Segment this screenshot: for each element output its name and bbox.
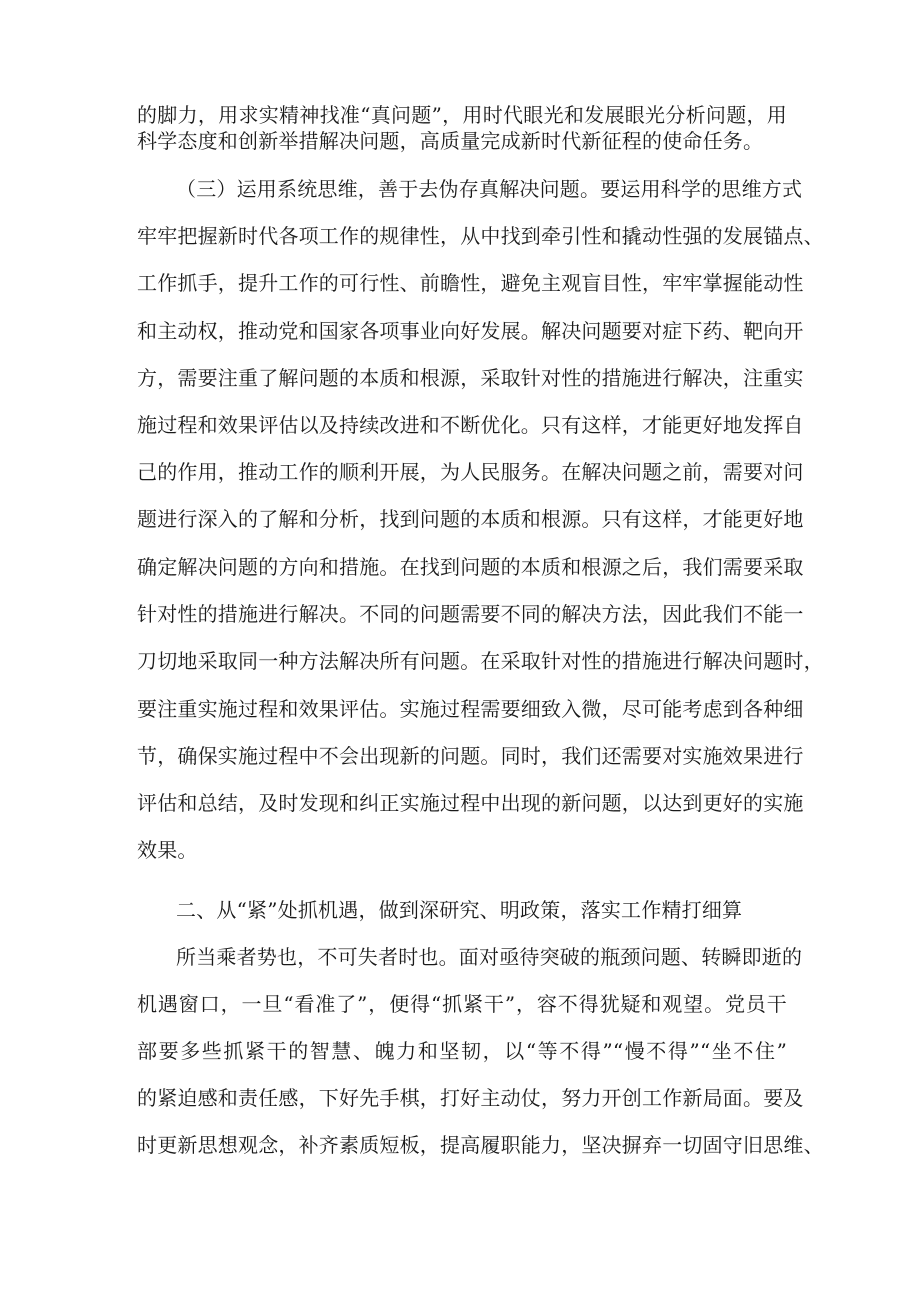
text-line: 部要多些抓紧干的智慧、魄力和坚韧，以“等不得”“慢不得”“坐不住”	[137, 1039, 787, 1063]
text-line: 科学态度和创新举措解决问题，高质量完成新时代新征程的使命任务。	[137, 129, 764, 153]
text-line: 方，需要注重了解问题的本质和根源，采取针对性的措施进行解决，注重实	[137, 366, 804, 390]
text-line: 确定解决问题的方向和措施。在找到问题的本质和根源之后，我们需要采取	[137, 555, 804, 579]
text-line: 工作抓手，提升工作的可行性、前瞻性，避免主观盲目性，牢牢掌握能动性	[137, 271, 804, 295]
text-line: 针对性的措施进行解决。不同的问题需要不同的解决方法，因此我们不能一	[137, 602, 804, 626]
text-line: 施过程和效果评估以及持续改进和不断优化。只有这样，才能更好地发挥自	[137, 413, 804, 437]
text-line: 机遇窗口，一旦“看准了”，便得“抓紧干”，容不得犹疑和观望。党员干	[137, 992, 787, 1016]
text-line: 效果。	[137, 838, 198, 862]
text-line: 评估和总结，及时发现和纠正实施过程中出现的新问题，以达到更好的实施	[137, 791, 804, 815]
text-line: 二、从“紧”处抓机遇，做到深研究、明政策，落实工作精打细算	[176, 898, 743, 922]
text-line: 牢牢把握新时代各项工作的规律性，从中找到牵引性和撬动性强的发展锚点、	[137, 224, 824, 248]
text-line: 己的作用，推动工作的顺利开展，为人民服务。在解决问题之前，需要对问	[137, 460, 804, 484]
text-line: 的脚力，用求实精神找准“真问题”，用时代眼光和发展眼光分析问题，用	[137, 103, 787, 127]
text-line: 题进行深入的了解和分析，找到问题的本质和根源。只有这样，才能更好地	[137, 507, 804, 531]
text-line: 的紧迫感和责任感，下好先手棋，打好主动仗，努力开创工作新局面。要及	[137, 1086, 804, 1110]
text-line: 要注重实施过程和效果评估。实施过程需要细致入微，尽可能考虑到各种细	[137, 697, 804, 721]
text-line: 和主动权，推动党和国家各项事业向好发展。解决问题要对症下药、靶向开	[137, 319, 804, 343]
text-line: 时更新思想观念，补齐素质短板，提高履职能力，坚决摒弃一切固守旧思维、	[137, 1133, 824, 1157]
text-line: 所当乘者势也，不可失者时也。面对亟待突破的瓶颈问题、转瞬即逝的	[176, 945, 803, 969]
text-line: （三）运用系统思维，善于去伪存真解决问题。要运用科学的思维方式	[176, 177, 803, 201]
text-line: 节，确保实施过程中不会出现新的问题。同时，我们还需要对实施效果进行	[137, 744, 804, 768]
text-line: 刀切地采取同一种方法解决所有问题。在采取针对性的措施进行解决问题时，	[137, 649, 824, 673]
